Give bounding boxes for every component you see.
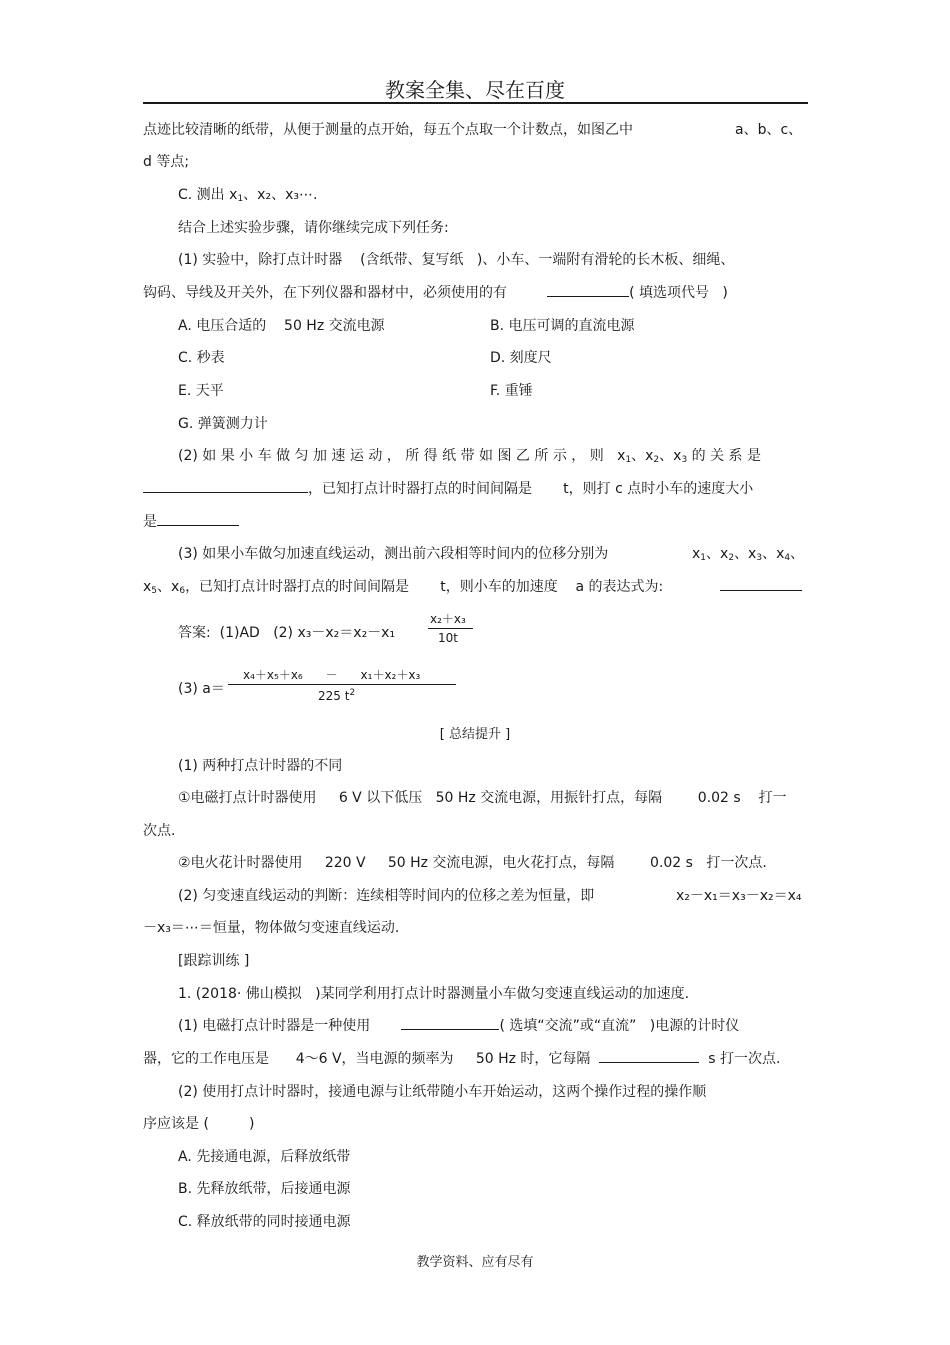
page-footer: 教学资料、应有尽有 xyxy=(416,1255,534,1270)
answer-3-label: (3) a＝ xyxy=(178,681,225,697)
practice-s2: (2) 使用打点计时器时，接通电源与让纸带随小车开始运动，这两个操作过程的操作顺 xyxy=(178,1084,707,1100)
q3-answer-blank[interactable] xyxy=(720,576,802,595)
practice-q1: 1. (2018· 佛山模拟 )某同学利用打点计时器测量小车做匀变速直线运动的加速度. xyxy=(178,986,690,1002)
summary-p4: (2) 匀变速直线运动的判断：连续相等时间内的位移之差为恒量，即 xyxy=(178,888,595,904)
task-intro: 结合上述实验步骤，请你继续完成下列任务: xyxy=(178,220,449,236)
practice-s1: (1) 电磁打点计时器是一种使用 ( 选填“交流”或“直流” )电源的计时仪 xyxy=(178,1015,739,1035)
option-e: E. 天平 xyxy=(178,383,224,399)
answer-line-1: 答案: (1)AD (2) x₃－x₂＝x₂－x₁ xyxy=(178,625,396,641)
choice-b: B. 先释放纸带，后接通电源 xyxy=(178,1181,351,1197)
summary-p3: ②电火花计时器使用 220 V 50 Hz 交流电源，电火花打点，每隔 0.02 s 打一次点. xyxy=(178,855,767,871)
choice-c: C. 释放纸带的同时接通电源 xyxy=(178,1214,351,1230)
option-b: B. 电压可调的直流电源 xyxy=(490,318,635,334)
q1-line-2: 钩码、导线及开关外，在下列仪器和器材中，必须使用的有 ( 填选项代号 ) xyxy=(143,282,728,302)
summary-p4-expr: x₂－x₁＝x₃－x₂＝x₄ xyxy=(676,888,802,904)
summary-p1: (1) 两种打点计时器的不同 xyxy=(178,758,343,774)
summary-p4-cont: －x₃＝⋯＝恒量，物体做匀变速直线运动. xyxy=(143,920,400,936)
summary-p2-cont: 次点. xyxy=(143,823,176,839)
option-g: G. 弹簧测力计 xyxy=(178,416,268,432)
header-rule xyxy=(143,102,808,104)
option-f: F. 重锤 xyxy=(490,383,533,399)
interval-blank[interactable] xyxy=(599,1048,699,1063)
answer-2-numerator: x₂＋x₃ xyxy=(430,612,466,626)
choice-a: A. 先接通电源，后释放纸带 xyxy=(178,1149,351,1165)
intro-line-1-tail: a、b、c、 xyxy=(735,122,803,138)
answer-2-denominator: 10t xyxy=(438,631,458,645)
q2-line-2: ，已知打点计时器打点的时间间隔是 t，则打 c 点时小车的速度大小 xyxy=(143,478,753,498)
q2-relation-blank[interactable] xyxy=(143,478,308,493)
q3-line-1-vars: $x_1$、$x_2$、$x_3$、$x_4$、 xyxy=(692,546,805,563)
step-c: C. 测出 $x_1$、x₂、x₃⋯. xyxy=(178,187,318,204)
q2-line-1: (2) 如 果 小 车 做 匀 加 速 运 动 ， 所 得 纸 带 如 图 乙 所 示 ， 则 $x_1$、$x_2$、$x_3$ 的 关 系 是 xyxy=(178,448,761,465)
power-type-blank[interactable] xyxy=(401,1015,499,1030)
intro-line-2: d 等点; xyxy=(143,154,190,170)
option-d: D. 刻度尺 xyxy=(490,350,552,366)
answer-3-numerator: x₄＋x₅＋x₆ － x₁＋x₂＋x₃ xyxy=(243,668,421,682)
q3-line-1: (3) 如果小车做匀加速直线运动，测出前六段相等时间内的位移分别为 xyxy=(178,546,609,562)
q1-line-1: (1) 实验中，除打点计时器 (含纸带、复写纸 )、小车、一端附有滑轮的长木板、细绳、 xyxy=(178,252,735,268)
intro-line-1: 点迹比较清晰的纸带，从便于测量的点开始，每五个点取一个计数点，如图乙中 xyxy=(143,122,633,138)
q1-answer-blank[interactable] xyxy=(547,282,629,297)
practice-s1-cont: 器，它的工作电压是 4～6 V，当电源的频率为 50 Hz 时，它每隔 s 打一次点. xyxy=(143,1048,780,1068)
summary-p2: ①电磁打点计时器使用 6 V 以下低压 50 Hz 交流电源，用振针打点，每隔 0.02 s 打一 xyxy=(178,790,787,806)
answer-2-fraction-bar xyxy=(428,628,473,629)
q2-speed-blank[interactable] xyxy=(157,511,239,526)
option-c: C. 秒表 xyxy=(178,350,225,366)
option-a: A. 电压合适的 50 Hz 交流电源 xyxy=(178,318,385,334)
answer-3-denominator: 225 $t^2$ xyxy=(318,688,356,703)
q3-line-2: $x_5$、$x_6$，已知打点计时器打点的时间间隔是 t，则小车的加速度 a 的表达式为: xyxy=(143,579,664,596)
summary-title: [ 总结提升 ] xyxy=(439,727,511,742)
q2-line-3: 是 xyxy=(143,511,239,531)
answer-3-fraction-bar xyxy=(228,684,456,685)
practice-s2-cont: 序应该是 ( ) xyxy=(143,1116,255,1132)
practice-title: [跟踪训练 ] xyxy=(178,953,250,969)
page-header-title: 教案全集、尽在百度 xyxy=(385,78,565,102)
